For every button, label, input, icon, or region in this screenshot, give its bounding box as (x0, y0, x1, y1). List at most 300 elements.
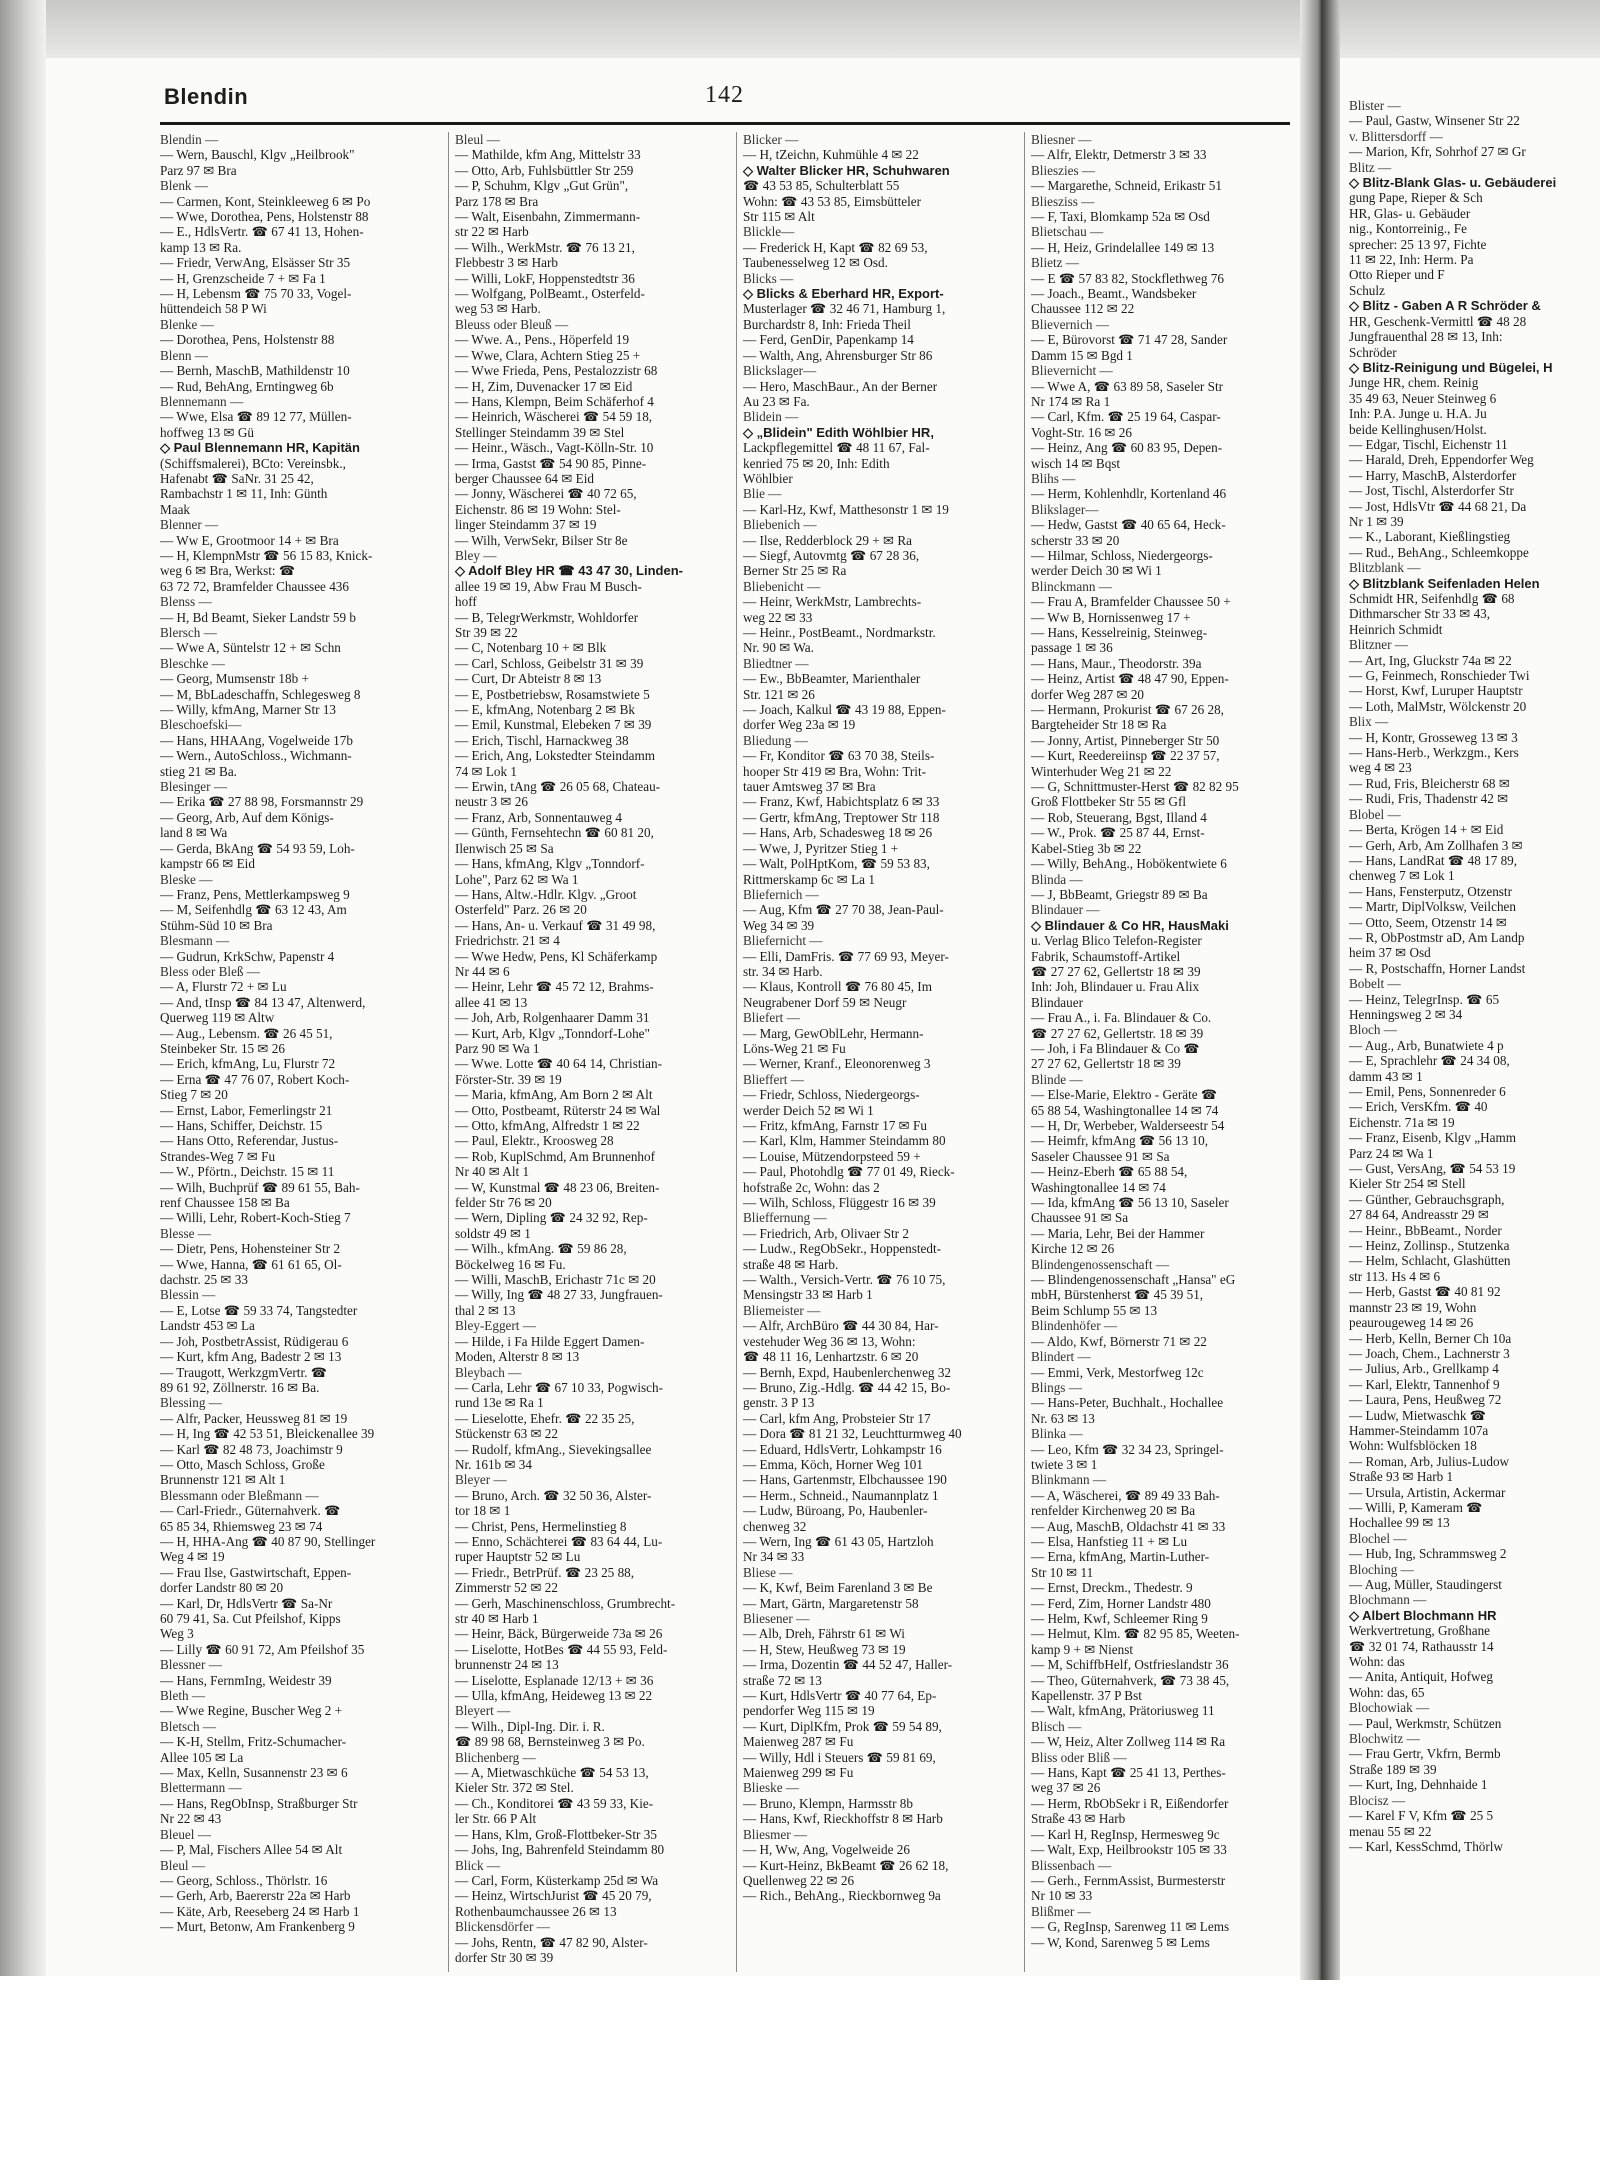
directory-entry-line: Otto Rieper und F (1349, 267, 1445, 283)
directory-entry-line: Blochmann — (1349, 1592, 1427, 1608)
directory-entry-line: Blesinger — (160, 779, 228, 795)
directory-entry-line: — Bruno, Klempn, Harmsstr 8b (743, 1795, 913, 1811)
directory-entry-line: — Willi, P, Kameram ☎ (1349, 1499, 1483, 1515)
directory-entry-line: kenried 75 ✉ 20, Inh: Edith (743, 455, 890, 471)
directory-entry-line: — Marion, Kfr, Sohrhof 27 ✉ Gr (1349, 144, 1526, 160)
directory-entry-line: Blie — (743, 486, 782, 502)
directory-entry-line: Blinka — (1031, 1426, 1083, 1442)
directory-entry-line: — Joach, Chem., Lachnerstr 3 (1349, 1345, 1510, 1361)
directory-entry-line: — Georg, Schloss., Thörlstr. 16 (160, 1872, 328, 1888)
directory-entry-line: — H, HHA-Ang ☎ 40 87 90, Stellinger (160, 1533, 376, 1549)
directory-entry-line: — Erich, kfmAng, Lu, Flurstr 72 (160, 1056, 336, 1072)
directory-entry-line: mbH, Bürstenherst ☎ 45 39 51, (1031, 1287, 1204, 1303)
directory-entry-line: 65 88 54, Washingtonallee 14 ✉ 74 (1031, 1102, 1219, 1118)
directory-entry-line: — Ferd, Zim, Horner Landstr 480 (1031, 1595, 1211, 1611)
directory-entry-line: — Heinz, Zollinsp., Stutzenka (1349, 1238, 1510, 1254)
directory-entry-line: — Georg, Mumsenstr 18b + (160, 671, 309, 687)
directory-entry-line: pendorfer Weg 115 ✉ 19 (743, 1703, 875, 1719)
directory-entry-line: sprecher: 25 13 97, Fichte (1349, 236, 1487, 252)
directory-entry-line: — Alfr, Packer, Heussweg 81 ✉ 19 (160, 1410, 348, 1426)
directory-entry-line: weg 53 ✉ Harb. (455, 301, 541, 317)
directory-entry-line: 11 ✉ 22, Inh: Herm. Pa (1349, 252, 1474, 268)
directory-entry-line: Blochel — (1349, 1530, 1407, 1546)
directory-entry-line: Bleschoefski— (160, 717, 242, 733)
directory-entry-line: Blenk — (160, 178, 208, 194)
directory-entry-line: — W, Heiz, Alter Zollweg 114 ✉ Ra (1031, 1734, 1226, 1750)
directory-entry-line: — Wilh, VerwSekr, Bilser Str 8e (455, 532, 628, 548)
directory-entry-line: Blick — (455, 1857, 501, 1873)
directory-entry-line: Friedrichstr. 21 ✉ 4 (455, 933, 560, 949)
directory-entry-line: Brunnenstr 121 ✉ Alt 1 (160, 1472, 286, 1488)
directory-entry-line: Bleuss oder Bleuß — (455, 316, 569, 332)
directory-entry-line: — Ida, kfmAng ☎ 56 13 10, Saseler (1031, 1195, 1229, 1211)
directory-entry-line: — Franz, Kwf, Habichtsplatz 6 ✉ 33 (743, 794, 940, 810)
directory-entry-line: — Hans, Klempn, Beim Schäferhof 4 (455, 393, 654, 409)
directory-entry-line: — Maria, Lehr, Bei der Hammer (1031, 1225, 1205, 1241)
directory-entry-line: Kieler Str 254 ✉ Stell (1349, 1176, 1466, 1192)
directory-entry-line: Dithmarscher Str 33 ✉ 43, (1349, 606, 1491, 622)
directory-entry-line: — Otto, Arb, Fuhlsbüttler Str 259 (455, 162, 634, 178)
directory-entry-line: renfelder Kirchenweg 20 ✉ Ba (1031, 1503, 1196, 1519)
directory-entry-line: — Wilh., Dipl-Ing. Dir. i. R. (455, 1718, 605, 1734)
scan-bottom-margin (0, 1976, 1600, 2177)
directory-entry-line: — Heinz, Artist ☎ 48 47 90, Eppen- (1031, 671, 1229, 687)
directory-entry-line: Bliesener — (743, 1611, 810, 1626)
directory-entry-line: — Carl, Kfm. ☎ 25 19 64, Caspar- (1031, 409, 1221, 425)
directory-entry-line: — Wern, Ing ☎ 61 43 05, Hartzloh (743, 1533, 934, 1549)
directory-entry-line: Nr 40 ✉ Alt 1 (455, 1164, 530, 1180)
directory-entry-line: — Herb, Kelln, Berner Ch 10a (1349, 1330, 1512, 1346)
directory-entry-line: Blitzner — (1349, 637, 1408, 653)
directory-entry-line: Blessin — (160, 1287, 216, 1303)
directory-entry-line: — Hans, Fensterputz, Otzenstr (1349, 883, 1512, 899)
directory-entry-line: — Carl, Schloss, Geibelstr 31 ✉ 39 (455, 655, 644, 671)
directory-entry-line: Bleuel — (160, 1826, 211, 1842)
directory-entry-line: Eichenstr. 71a ✉ 19 (1349, 1114, 1455, 1130)
directory-entry-line: dorfer Landstr 80 ✉ 20 (160, 1580, 284, 1596)
directory-entry-line: peaurougeweg 14 ✉ 26 (1349, 1315, 1474, 1331)
directory-entry-line: Wohn: ☎ 43 53 85, Eimsbütteler (743, 193, 921, 209)
directory-entry-line: — Hans, kfmAng, Klgv „Tonndorf- (455, 856, 645, 872)
directory-entry-line: — K, Kwf, Beim Farenland 3 ✉ Be (743, 1580, 933, 1596)
directory-entry-line: Bliss oder Bliß — (1031, 1749, 1127, 1765)
directory-entry-line: straße 72 ✉ 13 (743, 1672, 822, 1688)
directory-entry-line: Blieffernung — (743, 1210, 827, 1226)
directory-entry-line: — Hilmar, Schloss, Niedergeorgs- (1031, 547, 1213, 563)
directory-entry-line: — Paul, Gastw, Winsener Str 22 (1349, 113, 1520, 129)
directory-entry-line: — Karl, Klm, Hammer Steindamm 80 (743, 1133, 946, 1149)
directory-entry-line: Bless oder Bleß — (160, 963, 260, 979)
directory-entry-line: — E, Sprachlehr ☎ 24 34 08, (1349, 1053, 1510, 1069)
directory-entry-line: Groß Flottbeker Str 55 ✉ Gfl (1031, 794, 1186, 810)
directory-entry-line: Blindenhöfer — (1031, 1318, 1118, 1334)
directory-entry-line: — Karel F V, Kfm ☎ 25 5 (1349, 1808, 1494, 1824)
directory-entry-line: — Kurt, Ing, Dehnhaide 1 (1349, 1777, 1488, 1793)
directory-entry-line: Parz 90 ✉ Wa 1 (455, 1040, 540, 1056)
directory-entry-line: — Hans, HHAAng, Vogelweide 17b (160, 732, 353, 748)
directory-entry-line: Bliebenich — (743, 517, 817, 533)
directory-entry-line: — Helmut, Klm. ☎ 82 95 85, Weeten- (1031, 1626, 1240, 1642)
directory-entry-line: — P, Mal, Fischers Allee 54 ✉ Alt (160, 1842, 343, 1858)
directory-entry-line: — W., Pförtn., Deichstr. 15 ✉ 11 (160, 1164, 335, 1180)
directory-entry-line: Blenner — (160, 517, 219, 533)
directory-entry-line: — Anita, Antiquit, Hofweg (1349, 1669, 1493, 1685)
directory-column-1 (160, 132, 432, 1972)
directory-entry-line: Junge HR, chem. Reinig (1349, 375, 1479, 391)
directory-entry-line: Löns-Weg 21 ✉ Fu (743, 1040, 846, 1056)
directory-entry-line: Nr 1 ✉ 39 (1349, 513, 1404, 529)
directory-entry-line: Blicker — (743, 132, 799, 147)
directory-entry-line: — Ferd, GenDir, Papenkamp 14 (743, 332, 914, 348)
directory-entry-line: — E, kfmAng, Notenbarg 2 ✉ Bk (455, 702, 636, 718)
directory-entry-line: str. 34 ✉ Harb. (743, 963, 823, 979)
directory-entry-line: — Ludw, Büroang, Po, Haubenler- (743, 1503, 928, 1519)
directory-entry-line: — Ww E, Grootmoor 14 + ✉ Bra (160, 532, 339, 548)
directory-entry-line: — Herb, Gastst ☎ 40 81 92 (1349, 1284, 1501, 1300)
directory-entry-line: 74 ✉ Lok 1 (455, 763, 517, 779)
directory-entry-line: Taubenesselweg 12 ✉ Osd. (743, 255, 888, 271)
directory-entry-line: — Rudolf, kfmAng., Sievekingsallee (455, 1441, 652, 1457)
directory-entry-line: — Wilh, Buchprüf ☎ 89 61 55, Bah- (160, 1179, 360, 1195)
directory-entry-line: Stieg 7 ✉ 20 (160, 1087, 228, 1103)
directory-entry-line: Blenn — (160, 347, 208, 363)
directory-entry-line: dorfer Weg 287 ✉ 20 (1031, 686, 1145, 702)
directory-entry-line: Nr 22 ✉ 43 (160, 1811, 222, 1827)
directory-entry-line: dachstr. 25 ✉ 33 (160, 1272, 248, 1288)
directory-entry-line: Blendin — (160, 132, 219, 147)
directory-entry-line: Straße 93 ✉ Harb 1 (1349, 1469, 1454, 1485)
directory-entry-line: — Art, Ing, Gluckstr 74a ✉ 22 (1349, 652, 1512, 668)
directory-entry-line: — And, tInsp ☎ 84 13 47, Altenwerd, (160, 994, 366, 1010)
directory-entry-line: — Heinr, Lehr ☎ 45 72 12, Brahms- (455, 979, 654, 995)
directory-entry-line: — Hans, Kwf, Rieckhoffstr 8 ✉ Harb (743, 1811, 943, 1827)
directory-entry-line: Parz 97 ✉ Bra (160, 162, 237, 178)
directory-entry-line: Blessmann oder Bleßmann — (160, 1487, 319, 1503)
directory-entry-line: Bobelt — (1349, 976, 1401, 992)
directory-entry-line: ler Str. 66 P Alt (455, 1811, 537, 1827)
directory-entry-line: Stellinger Steindamm 39 ✉ Stel (455, 424, 625, 440)
directory-entry-line: straße 48 ✉ Harb. (743, 1256, 839, 1272)
directory-entry-line: — Bernh, MaschB, Mathildenstr 10 (160, 363, 350, 379)
directory-entry-line: renf Chaussee 158 ✉ Ba (160, 1195, 290, 1211)
directory-entry-line: — Rud, Fris, Bleicherstr 68 ✉ (1349, 775, 1510, 791)
directory-entry-line: — H, Dr, Werbeber, Walderseestr 54 (1031, 1118, 1225, 1133)
directory-entry-line: 89 61 92, Zöllnerstr. 16 ✉ Ba. (160, 1379, 320, 1395)
directory-entry-line: — Irma, Dozentin ☎ 44 52 47, Haller- (743, 1657, 953, 1673)
directory-entry-line: Kapellenstr. 37 P Bst (1031, 1688, 1142, 1704)
directory-entry-line: Bleyer — (455, 1472, 507, 1488)
directory-entry-line: — Erna ☎ 47 76 07, Robert Koch- (160, 1071, 350, 1087)
directory-entry-line: dorfer Weg 23a ✉ 19 (743, 717, 856, 733)
directory-column-right (1349, 98, 1599, 1938)
directory-entry-line: — Wwe. A., Pens., Höperfeld 19 (455, 332, 630, 348)
directory-entry-line: Kabel-Stieg 3b ✉ 22 (1031, 840, 1142, 856)
directory-entry-line: — C, Notenbarg 10 + ✉ Blk (455, 640, 607, 656)
directory-entry-line: — Carla, Lehr ☎ 67 10 33, Pogwisch- (455, 1379, 663, 1395)
directory-entry-line: soldstr 49 ✉ 1 (455, 1225, 531, 1241)
directory-entry-line: Chaussee 91 ✉ Sa (1031, 1210, 1129, 1226)
directory-entry-line: — Dietr, Pens, Hohensteiner Str 2 (160, 1241, 341, 1257)
directory-entry-line: Weg 4 ✉ 19 (160, 1549, 225, 1565)
directory-entry-line: land 8 ✉ Wa (160, 825, 228, 841)
directory-entry-line: Hochallee 99 ✉ 13 (1349, 1515, 1450, 1531)
directory-entry-line: Maienweg 287 ✉ Fu (743, 1734, 854, 1750)
directory-entry-line: — Dorothea, Pens, Holstenstr 88 (160, 332, 335, 348)
directory-entry-line: Bargteheider Str 18 ✉ Ra (1031, 717, 1167, 733)
directory-entry-line: — A, Flurstr 72 + ✉ Lu (160, 979, 287, 995)
directory-entry-line: Bloching — (1349, 1561, 1414, 1577)
directory-entry-line: weg 6 ✉ Bra, Werkst: ☎ (160, 563, 296, 579)
directory-entry-line: — Hans Otto, Referendar, Justus- (160, 1133, 339, 1149)
directory-entry-line: — Theo, Güternahverk, ☎ 73 38 45, (1031, 1672, 1230, 1688)
directory-entry-line: — Jonny, Artist, Pinneberger Str 50 (1031, 732, 1220, 748)
directory-entry-line: Maienweg 299 ✉ Fu (743, 1765, 854, 1781)
directory-entry-line: Blings — (1031, 1379, 1082, 1395)
directory-page-right (1345, 78, 1600, 1978)
directory-entry-line: Bliedung — (743, 732, 808, 748)
directory-entry-line: — Joh, i Fa Blindauer & Co ☎ (1031, 1040, 1200, 1056)
directory-entry-line: — Erich, Tischl, Harnackweg 38 (455, 732, 629, 748)
directory-entry-line: — Carl, Form, Küsterkamp 25d ✉ Wa (455, 1872, 659, 1888)
directory-entry-line: Hammer-Steindamm 107a (1349, 1422, 1489, 1438)
directory-entry-line: Lackpflegemittel ☎ 48 11 67, Fal- (743, 440, 930, 456)
directory-entry-line: — Gudrun, KrkSchw, Papenstr 4 (160, 948, 335, 964)
directory-entry-line: kamp 9 + ✉ Nienst (1031, 1641, 1133, 1657)
directory-entry-line: — Georg, Arb, Auf dem Königs- (160, 809, 334, 825)
directory-entry-line: — Eduard, HdlsVertr, Lohkampstr 16 (743, 1441, 942, 1457)
directory-entry-line: — F, Taxi, Blomkamp 52a ✉ Osd (1031, 209, 1210, 225)
directory-entry-line: ◇ Blicks & Eberhard HR, Export- (743, 286, 944, 302)
directory-entry-line: — Julius, Arb., Grellkamp 4 (1349, 1361, 1499, 1377)
directory-entry-line: — Emma, Köch, Horner Weg 101 (743, 1456, 923, 1472)
directory-entry-line: Steinbeker Str. 15 ✉ 26 (160, 1040, 285, 1056)
directory-entry-line: — Erich, Ang, Lokstedter Steindamm (455, 748, 655, 764)
directory-entry-line: Blievernich — (1031, 316, 1110, 332)
directory-entry-line: Parz 24 ✉ Wa 1 (1349, 1145, 1434, 1161)
directory-entry-line: — Heinrich, Wäscherei ☎ 54 59 18, (455, 409, 653, 425)
directory-entry-line: — Aldo, Kwf, Börnerstr 71 ✉ 22 (1031, 1333, 1207, 1349)
directory-entry-line: — H, Heiz, Grindelallee 149 ✉ 13 (1031, 239, 1215, 255)
directory-entry-line: — Frau Ilse, Gastwirtschaft, Eppen- (160, 1564, 352, 1580)
directory-entry-line: Blochowiak — (1349, 1700, 1430, 1716)
directory-entry-line: Henningsweg 2 ✉ 34 (1349, 1006, 1463, 1022)
directory-entry-line: tor 18 ✉ 1 (455, 1503, 511, 1519)
directory-entry-line: Beim Schlump 55 ✉ 13 (1031, 1302, 1158, 1318)
directory-entry-line: — Heinr., BbBeamt., Norder (1349, 1222, 1502, 1238)
directory-entry-line: Winterhuder Weg 21 ✉ 22 (1031, 763, 1172, 779)
directory-entry-line: — K., Laborant, Kießlingstieg (1349, 529, 1511, 545)
directory-entry-line: — Ursula, Artistin, Ackermar (1349, 1484, 1506, 1500)
directory-entry-line: 60 79 41, Sa. Cut Pfeilshof, Kipps (160, 1611, 341, 1626)
directory-entry-line: chenweg 32 (743, 1518, 807, 1534)
directory-entry-line: — Leo, Kfm ☎ 32 34 23, Springel- (1031, 1441, 1224, 1457)
directory-entry-line: — Max, Kelln, Susannenstr 23 ✉ 6 (160, 1765, 348, 1781)
directory-entry-line: — Bruno, Zig.-Hdlg. ☎ 44 42 15, Bo- (743, 1379, 951, 1395)
directory-entry-line: — Christ, Pens, Hermelinstieg 8 (455, 1518, 627, 1534)
directory-entry-line: Blettermann — (160, 1780, 242, 1796)
scan-left-edge (0, 0, 46, 2177)
directory-entry-line: wisch 14 ✉ Bqst (1031, 455, 1121, 471)
directory-entry-line: — H, Stew, Heußweg 73 ✉ 19 (743, 1641, 906, 1657)
directory-entry-line: — Wwe, J, Pyritzer Stieg 1 + (743, 840, 899, 856)
directory-entry-line: nig., Kontorreinig., Fe (1349, 221, 1467, 237)
directory-entry-line: kamp 13 ✉ Ra. (160, 239, 242, 255)
directory-entry-line: Stückenstr 63 ✉ 22 (455, 1426, 558, 1442)
directory-entry-line: — Willy, kfmAng, Marner Str 13 (160, 702, 337, 718)
directory-entry-line: — Louise, Mützendorpsteed 59 + (743, 1148, 921, 1164)
directory-entry-line: — Emil, Kunstmal, Elebeken 7 ✉ 39 (455, 717, 652, 733)
directory-entry-line: Bliesmer — (743, 1826, 808, 1842)
directory-entry-line: Rambachstr 1 ✉ 11, Inh: Günth (160, 486, 328, 502)
directory-entry-line: — Blindengenossenschaft „Hansa" eG (1031, 1272, 1236, 1288)
directory-entry-line: — Jost, Tischl, Alsterdorfer Str (1349, 483, 1514, 499)
directory-entry-line: — Wern., AutoSchloss., Wichmann- (160, 748, 352, 764)
directory-entry-line: — Friedr., BetrPrüf. ☎ 23 25 88, (455, 1564, 635, 1580)
directory-entry-line: — Lieselotte, Ehefr. ☎ 22 35 25, (455, 1410, 635, 1426)
directory-entry-line: beide Kellinghusen/Holst. (1349, 421, 1487, 437)
directory-entry-line: Blennemann — (160, 393, 244, 409)
directory-entry-line: Rothenbaumchaussee 26 ✉ 13 (455, 1903, 617, 1919)
directory-entry-line: — Alfr, Elektr, Detmerstr 3 ✉ 33 (1031, 147, 1207, 163)
directory-entry-line: — Klaus, Kontroll ☎ 76 80 45, Im (743, 979, 932, 995)
directory-entry-line: Querweg 119 ✉ Altw (160, 1010, 275, 1026)
directory-entry-line: Blitzblank — (1349, 560, 1421, 576)
directory-entry-line: HR, Geschenk-Vermittl ☎ 48 28 (1349, 313, 1527, 329)
directory-entry-line: str 113. Hs 4 ✉ 6 (1349, 1268, 1441, 1284)
directory-entry-line: Bleul — (455, 132, 501, 147)
directory-entry-line: Ilenwisch 25 ✉ Sa (455, 840, 554, 856)
directory-entry-line: v. Blittersdorff — (1349, 128, 1443, 144)
directory-entry-line: — Willi, Lehr, Robert-Koch-Stieg 7 (160, 1210, 351, 1226)
directory-entry-line: gung Pape, Rieper & Sch (1349, 190, 1483, 206)
directory-entry-line: — Wwe Hedw, Pens, Kl Schäferkamp (455, 948, 658, 964)
directory-entry-line: — Johs, Rentn, ☎ 47 82 90, Alster- (455, 1934, 648, 1950)
directory-entry-line: Schulz (1349, 282, 1385, 298)
directory-entry-line: hofstraße 2c, Wohn: das 2 (743, 1179, 880, 1195)
directory-entry-line: Damm 15 ✉ Bgd 1 (1031, 347, 1133, 363)
scan-top-edge (0, 0, 1600, 58)
directory-entry-line: — Ilse, Redderblock 29 + ✉ Ra (743, 532, 913, 548)
directory-entry-line: Moden, Alterstr 8 ✉ 13 (455, 1349, 580, 1365)
directory-entry-line: — M, Seifenhdlg ☎ 63 12 43, Am (160, 902, 347, 918)
directory-entry-line: — Wwe, Hanna, ☎ 61 61 65, Ol- (160, 1256, 342, 1272)
directory-entry-line: — Franz, Eisenb, Klgv „Hamm (1349, 1130, 1517, 1146)
directory-entry-line: Blessner — (160, 1657, 222, 1673)
directory-entry-line: — Hans, LandRat ☎ 48 17 89, (1349, 852, 1518, 868)
directory-entry-line: — J, BbBeamt, Griegstr 89 ✉ Ba (1031, 886, 1208, 902)
directory-entry-line: ☎ 43 53 85, Schulterblatt 55 (743, 178, 900, 194)
directory-entry-line: Zimmerstr 52 ✉ 22 (455, 1580, 558, 1596)
directory-entry-line: — Rud, BehAng, Erntingweg 6b (160, 378, 334, 394)
directory-entry-line: — Herm, Kohlenhdlr, Kortenland 46 (1031, 486, 1227, 502)
directory-entry-line: Bleth — (160, 1688, 206, 1704)
directory-entry-line: — Kurt, DiplKfm, Prok ☎ 59 54 89, (743, 1718, 942, 1734)
directory-entry-line: brunnenstr 24 ✉ 13 (455, 1657, 559, 1673)
directory-entry-line: Blix — (1349, 714, 1389, 730)
directory-entry-line: — Gertr, kfmAng, Treptower Str 118 (743, 809, 940, 825)
directory-entry-line: ◇ Albert Blochmann HR (1349, 1607, 1497, 1623)
directory-entry-line: — Willi, LokF, Hoppenstedtstr 36 (455, 270, 635, 286)
directory-entry-line: — Wilh., WerkMstr. ☎ 76 13 21, (455, 239, 635, 255)
directory-entry-line: — H, Lebensm ☎ 75 70 33, Vogel- (160, 286, 352, 302)
directory-entry-line: Blindauer — (1031, 902, 1100, 918)
directory-entry-line: Bliefernich — (743, 886, 819, 902)
directory-entry-line: Blikslager— (1031, 501, 1099, 517)
directory-entry-line: — E, Lotse ☎ 59 33 74, Tangstedter (160, 1302, 358, 1318)
directory-entry-line: 63 72 72, Bramfelder Chaussee 436 (160, 578, 349, 594)
directory-entry-line: — Aug, MaschB, Oldachstr 41 ✉ 33 (1031, 1518, 1226, 1534)
directory-entry-line: — Friedrich, Arb, Olivaer Str 2 (743, 1225, 909, 1241)
directory-entry-line: — Werner, Kranf., Eleonorenweg 3 (743, 1056, 931, 1072)
directory-entry-line: — W., Prok. ☎ 25 87 44, Ernst- (1031, 825, 1205, 841)
directory-entry-line: — Günth, Fernsehtechn ☎ 60 81 20, (455, 825, 654, 841)
directory-entry-line: ☎ 32 01 74, Rathausstr 14 (1349, 1638, 1494, 1654)
directory-entry-line: u. Verlag Blico Telefon-Register (1031, 933, 1202, 949)
directory-entry-line: — Mathilde, kfm Ang, Mittelstr 33 (455, 147, 641, 163)
directory-entry-line: heim 37 ✉ Osd (1349, 945, 1431, 961)
directory-entry-line: — Karl, Elektr, Tannenhof 9 (1349, 1376, 1500, 1392)
directory-entry-line: Bleske — (160, 871, 213, 887)
directory-entry-line: — Wern, Dipling ☎ 24 32 92, Rep- (455, 1210, 648, 1226)
directory-entry-line: — Martr, DiplVolksw, Veilchen (1349, 899, 1516, 915)
directory-entry-line: Kieler Str. 372 ✉ Stel. (455, 1780, 574, 1796)
directory-entry-line: — Karl ☎ 82 48 73, Joachimstr 9 (160, 1441, 343, 1457)
directory-entry-line: — Herm, RbObSekr i R, Eißendorfer (1031, 1795, 1229, 1811)
directory-entry-line: Jungfrauenthal 28 ✉ 13, Inh: (1349, 329, 1503, 345)
directory-entry-line: Schröder (1349, 344, 1397, 360)
directory-entry-line: Neugrabener Dorf 59 ✉ Neugr (743, 994, 907, 1010)
directory-entry-line: — Fritz, kfmAng, Farnstr 17 ✉ Fu (743, 1118, 927, 1133)
directory-entry-line: Nr 34 ✉ 33 (743, 1549, 805, 1565)
directory-entry-line: — Gerh, Maschinenschloss, Grumbrecht- (455, 1595, 676, 1611)
directory-entry-line: genstr. 3 P 13 (743, 1395, 815, 1411)
directory-entry-line: Str 10 ✉ 11 (1031, 1564, 1094, 1580)
directory-entry-line: — Rud., BehAng., Schleemkoppe (1349, 544, 1529, 560)
directory-entry-line: — Murt, Betonw, Am Frankenberg 9 (160, 1919, 355, 1935)
directory-entry-line: Burchardstr 8, Inh: Frieda Theil (743, 316, 911, 332)
directory-entry-line: hüttendeich 58 P Wi (160, 301, 267, 317)
directory-entry-line: — Jost, HdlsVtr ☎ 44 68 21, Da (1349, 498, 1527, 514)
directory-entry-line: ☎ 27 27 62, Gellertstr. 18 ✉ 39 (1031, 1025, 1204, 1041)
directory-entry-line: Bleschke — (160, 655, 225, 671)
directory-entry-line: — Aug., Arb, Bunatwiete 4 p (1349, 1037, 1504, 1053)
directory-entry-line: — Gust, VersAng, ☎ 54 53 19 (1349, 1161, 1516, 1177)
directory-entry-line: — H, Zim, Duvenacker 17 ✉ Eid (455, 378, 633, 394)
directory-entry-line: — Emmi, Verk, Mestorfweg 12c (1031, 1364, 1204, 1380)
directory-entry-line: — E, Bürovorst ☎ 71 47 28, Sander (1031, 332, 1228, 348)
directory-entry-line: — Margarethe, Schneid, Erikastr 51 (1031, 178, 1222, 194)
directory-entry-line: Blickle— (743, 224, 795, 240)
directory-entry-line: — Heimfr, kfmAng ☎ 56 13 10, (1031, 1133, 1209, 1149)
directory-entry-line: — Liselotte, HotBes ☎ 44 55 93, Feld- (455, 1641, 668, 1657)
directory-entry-line: — Franz, Pens, Mettlerkampsweg 9 (160, 886, 350, 902)
directory-entry-line: twiete 3 ✉ 1 (1031, 1456, 1098, 1472)
directory-entry-line: Quellenweg 22 ✉ 26 (743, 1872, 855, 1888)
directory-entry-line: — Wern, Bauschl, Klgv „Heilbrook" (160, 147, 355, 163)
directory-entry-line: — M, SchiffbHelf, Ostfrieslandstr 36 (1031, 1657, 1229, 1673)
directory-entry-line: — Berta, Krögen 14 + ✉ Eid (1349, 822, 1504, 838)
directory-entry-line: Bliesziss — (1031, 193, 1095, 209)
directory-entry-line: Allee 105 ✉ La (160, 1749, 244, 1765)
directory-entry-line: — Hero, MaschBaur., An der Berner (743, 378, 938, 394)
directory-entry-line: — Friedr, VerwAng, Elsässer Str 35 (160, 255, 351, 271)
directory-entry-line: Schmidt HR, Seifenhdlg ☎ 68 (1349, 591, 1515, 606)
directory-entry-line: — Hilde, i Fa Hilde Eggert Damen- (455, 1333, 645, 1349)
directory-entry-line: Nr 10 ✉ 33 (1031, 1888, 1093, 1904)
directory-entry-line: — H, Ing ☎ 42 53 51, Bleickenallee 39 (160, 1426, 375, 1442)
directory-entry-line: Bliebenicht — (743, 578, 821, 594)
directory-entry-line: — Gerh, Arb, Am Zollhafen 3 ✉ (1349, 837, 1523, 853)
